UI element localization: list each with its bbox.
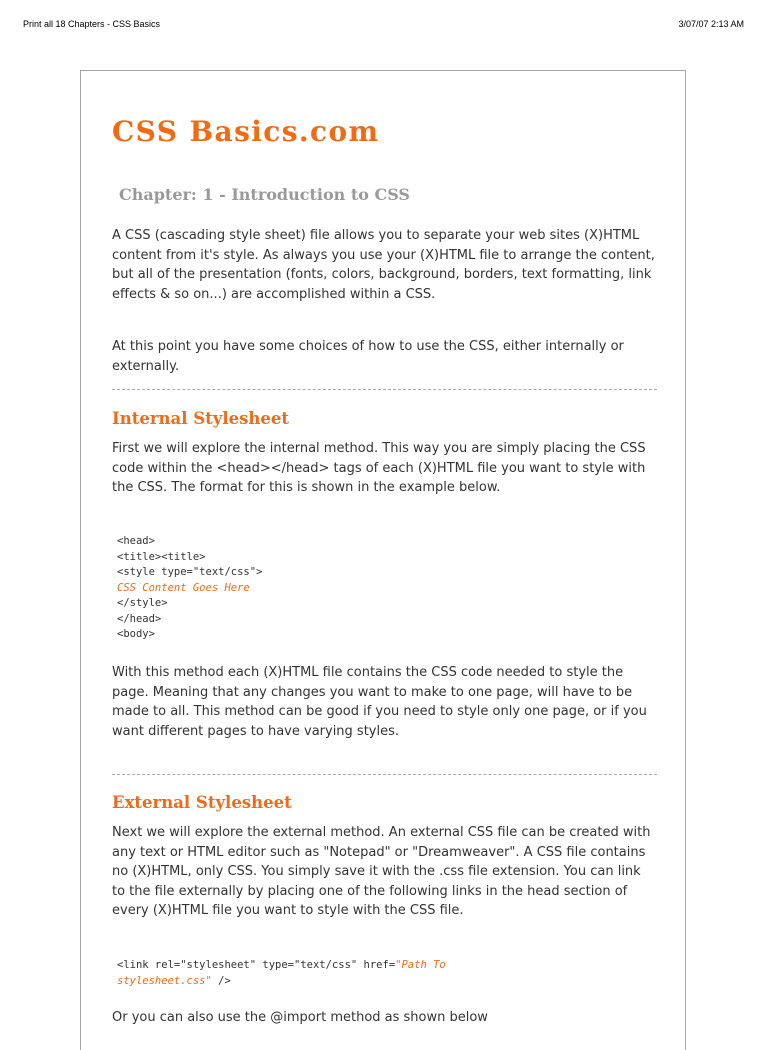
page-content-box	[80, 70, 686, 1050]
print-header	[0, 0, 768, 50]
code-line-highlight: CSS Content Goes Here	[117, 581, 250, 594]
section-divider	[112, 389, 657, 390]
code-line: </head>	[117, 612, 162, 625]
chapter-title: Chapter: 1 - Introduction to CSS	[119, 185, 410, 204]
internal-paragraph-2: With this method each (X)HTML file contains the CSS code needed to style the page. Meaning that any changes you want to make to one page, will have to be made to all. This method can be good if you need to style only one page, or if you want different pages to have varying styles.	[112, 665, 647, 739]
site-title: CSS Basics.com	[112, 115, 380, 148]
code-text: />	[211, 974, 231, 987]
internal-stylesheet-heading: Internal Stylesheet	[112, 409, 290, 428]
print-header-title: Print all 18 Chapters - CSS Basics	[23, 19, 161, 29]
internal-paragraph-1: First we will explore the internal method. This way you are simply placing the CSS code within the <head></head> tags of each (X)HTML file you want to style with the CSS. The format for this is shown in the example below.	[112, 441, 646, 495]
external-paragraph-2: Or you can also use the @import method as shown below	[112, 1010, 488, 1025]
external-paragraph-1: Next we will explore the external method. An external CSS file can be created with any text or HTML editor such as "Notepad" or "Dreamweaver". A CSS file contains no (X)HTML, only CSS. You simply save it with the .css file extension. You can link to the file externally by placing one of the following links in the head section of every (X)HTML file you want to style with the CSS file.	[112, 825, 651, 918]
code-line: <style type="text/css">	[117, 566, 263, 578]
code-highlight: "Path To	[395, 959, 446, 971]
code-text: <link rel="stylesheet" type="text/css" href=	[117, 959, 396, 971]
code-line: </style>	[117, 597, 168, 609]
external-stylesheet-heading: External Stylesheet	[112, 793, 292, 812]
intro-paragraph-2: At this point you have some choices of how to use the CSS, either internally or externally.	[112, 339, 624, 374]
code-line: <body>	[117, 628, 155, 640]
code-line: <title><title>	[117, 550, 206, 563]
internal-code-example	[117, 534, 262, 643]
external-code-example	[117, 958, 446, 989]
intro-paragraph-1: A CSS (cascading style sheet) file allows you to separate your web sites (X)HTML content from it's style. As always you use your (X)HTML file to arrange the content, but all of the presentation (fonts, colors, background, borders, text formatting, link effects & so on...) are accomplished within a CSS.	[112, 228, 655, 302]
code-line: <head>	[117, 535, 155, 547]
code-highlight: stylesheet.css"	[117, 974, 212, 987]
print-header-datetime: 3/07/07 2:13 AM	[678, 19, 744, 29]
section-divider	[112, 774, 657, 775]
